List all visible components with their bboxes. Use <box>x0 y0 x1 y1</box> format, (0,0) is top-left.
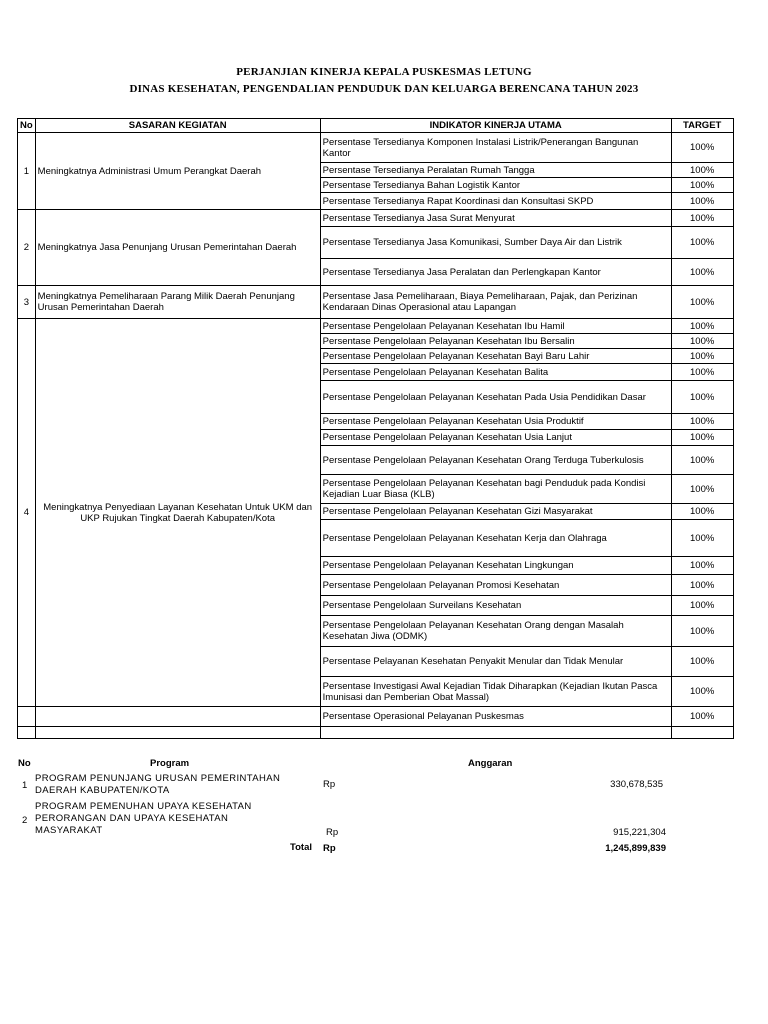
target-cell: 100% <box>671 259 733 286</box>
indicator-cell: Persentase Pengelolaan Pelayanan Kesehatan Bayi Baru Lahir <box>320 349 671 364</box>
indicator-cell: Persentase Pengelolaan Pelayanan Kesehatan Ibu Hamil <box>320 319 671 334</box>
group-no <box>18 707 36 727</box>
empty-cell <box>35 727 320 739</box>
table-row-empty <box>18 727 734 739</box>
program-name: PROGRAM PENUNJANG URUSAN PEMERINTAHAN DAERAH KABUPATEN/KOTA <box>35 773 281 796</box>
target-cell: 100% <box>671 575 733 596</box>
indicator-cell: Persentase Pengelolaan Pelayanan Kesehatan Usia Produktif <box>320 414 671 430</box>
group-sasaran: Meningkatnya Jasa Penunjang Urusan Pemerintahan Daerah <box>35 210 320 286</box>
table-row <box>18 707 734 727</box>
budget-header-anggaran: Anggaran <box>468 758 513 769</box>
program-currency: Rp <box>323 779 336 790</box>
group-no: 2 <box>18 210 36 286</box>
program-currency: Rp <box>326 827 339 838</box>
budget-header-program: Program <box>150 758 190 769</box>
group-no: 1 <box>18 133 36 210</box>
indicator-cell: Persentase Pengelolaan Pelayanan Kesehatan Lingkungan <box>320 557 671 575</box>
header-no: No <box>18 119 36 133</box>
table-row <box>18 133 734 163</box>
document-subtitle: DINAS KESEHATAN, PENGENDALIAN PENDUDUK DAN KELUARGA BERENCANA TAHUN 2023 <box>129 83 639 95</box>
indicator-cell: Persentase Pengelolaan Pelayanan Kesehatan Orang Terduga Tuberkulosis <box>320 446 671 475</box>
target-cell: 100% <box>671 504 733 520</box>
header-indikator: INDIKATOR KINERJA UTAMA <box>320 119 671 133</box>
total-label: Total <box>290 842 312 853</box>
indicator-cell: Persentase Pelayanan Kesehatan Penyakit Menular dan Tidak Menular <box>320 647 671 677</box>
group-sasaran: Meningkatnya Administrasi Umum Perangkat Daerah <box>35 133 320 210</box>
indicator-cell: Persentase Tersedianya Peralatan Rumah Tangga <box>320 163 671 178</box>
indicator-cell: Persentase Pengelolaan Pelayanan Kesehatan Ibu Bersalin <box>320 334 671 349</box>
indicator-cell: Persentase Tersedianya Komponen Instalasi Listrik/Penerangan Bangunan Kantor <box>320 133 671 163</box>
target-cell: 100% <box>671 414 733 430</box>
target-cell: 100% <box>671 557 733 575</box>
program-amount: 330,678,535 <box>610 779 663 790</box>
indicator-cell: Persentase Operasional Pelayanan Puskesmas <box>320 707 671 727</box>
table-header-row <box>18 119 734 133</box>
target-cell: 100% <box>671 647 733 677</box>
empty-cell <box>671 727 733 739</box>
target-cell: 100% <box>671 227 733 259</box>
target-cell: 100% <box>671 430 733 446</box>
target-cell: 100% <box>671 334 733 349</box>
table-row <box>18 210 734 227</box>
table-row <box>18 319 734 334</box>
target-cell: 100% <box>671 446 733 475</box>
target-cell: 100% <box>671 707 733 727</box>
budget-section <box>0 755 768 865</box>
target-cell: 100% <box>671 677 733 707</box>
empty-cell <box>320 727 671 739</box>
total-currency: Rp <box>323 843 336 854</box>
budget-header-no: No <box>18 758 31 769</box>
document-title: PERJANJIAN KINERJA KEPALA PUSKESMAS LETUNG <box>236 66 532 78</box>
indicator-cell: Persentase Investigasi Awal Kejadian Tidak Diharapkan (Kejadian Ikutan Pasca Imunisasi dan Pemberian Obat Massal) <box>320 677 671 707</box>
target-cell: 100% <box>671 178 733 193</box>
header-target: TARGET <box>671 119 733 133</box>
table-row <box>18 286 734 319</box>
target-cell: 100% <box>671 133 733 163</box>
program-no: 2 <box>22 815 28 826</box>
total-amount: 1,245,899,839 <box>605 843 666 854</box>
empty-cell <box>18 727 36 739</box>
target-cell: 100% <box>671 163 733 178</box>
indicator-cell: Persentase Pengelolaan Pelayanan Kesehatan Orang dengan Masalah Kesehatan Jiwa (ODMK) <box>320 616 671 647</box>
indicator-cell: Persentase Pengelolaan Pelayanan Kesehatan Balita <box>320 364 671 381</box>
group-sasaran <box>35 707 320 727</box>
indicator-cell: Persentase Pengelolaan Pelayanan Kesehatan bagi Penduduk pada Kondisi Kejadian Luar Biasa (KLB) <box>320 475 671 504</box>
target-cell: 100% <box>671 364 733 381</box>
group-no: 3 <box>18 286 36 319</box>
target-cell: 100% <box>671 349 733 364</box>
target-cell: 100% <box>671 319 733 334</box>
indicator-cell: Persentase Tersedianya Rapat Koordinasi dan Konsultasi SKPD <box>320 193 671 210</box>
target-cell: 100% <box>671 520 733 557</box>
indicator-cell: Persentase Pengelolaan Pelayanan Kesehatan Kerja dan Olahraga <box>320 520 671 557</box>
group-sasaran: Meningkatnya Pemeliharaan Parang Milik Daerah Penunjang Urusan Pemerintahan Daerah <box>35 286 320 319</box>
indicator-cell: Persentase Tersedianya Bahan Logistik Kantor <box>320 178 671 193</box>
target-cell: 100% <box>671 475 733 504</box>
target-cell: 100% <box>671 596 733 616</box>
target-cell: 100% <box>671 616 733 647</box>
indicator-cell: Persentase Tersedianya Jasa Surat Menyurat <box>320 210 671 227</box>
indicator-cell: Persentase Pengelolaan Pelayanan Kesehatan Pada Usia Pendidikan Dasar <box>320 381 671 414</box>
program-name: PROGRAM PEMENUHAN UPAYA KESEHATAN PERORANGAN DAN UPAYA KESEHATAN MASYARAKAT <box>35 801 252 836</box>
program-no: 1 <box>22 780 28 791</box>
target-cell: 100% <box>671 286 733 319</box>
group-sasaran: Meningkatnya Penyediaan Layanan Kesehatan Untuk UKM dan UKP Rujukan Tingkat Daerah Kabupaten/Kota <box>35 319 320 707</box>
indicator-cell: Persentase Pengelolaan Surveilans Kesehatan <box>320 596 671 616</box>
target-cell: 100% <box>671 210 733 227</box>
indicator-cell: Persentase Tersedianya Jasa Peralatan dan Perlengkapan Kantor <box>320 259 671 286</box>
target-cell: 100% <box>671 381 733 414</box>
indicator-cell: Persentase Jasa Pemeliharaan, Biaya Pemeliharaan, Pajak, dan Perizinan Kendaraan Dinas Operasional atau Lapangan <box>320 286 671 319</box>
indicator-cell: Persentase Pengelolaan Pelayanan Promosi Kesehatan <box>320 575 671 596</box>
program-amount: 915,221,304 <box>613 827 666 838</box>
target-cell: 100% <box>671 193 733 210</box>
performance-table <box>17 118 734 739</box>
group-no: 4 <box>18 319 36 707</box>
indicator-cell: Persentase Tersedianya Jasa Komunikasi, Sumber Daya Air dan Listrik <box>320 227 671 259</box>
header-sasaran: SASARAN KEGIATAN <box>35 119 320 133</box>
indicator-cell: Persentase Pengelolaan Pelayanan Kesehatan Usia Lanjut <box>320 430 671 446</box>
indicator-cell: Persentase Pengelolaan Pelayanan Kesehatan Gizi Masyarakat <box>320 504 671 520</box>
